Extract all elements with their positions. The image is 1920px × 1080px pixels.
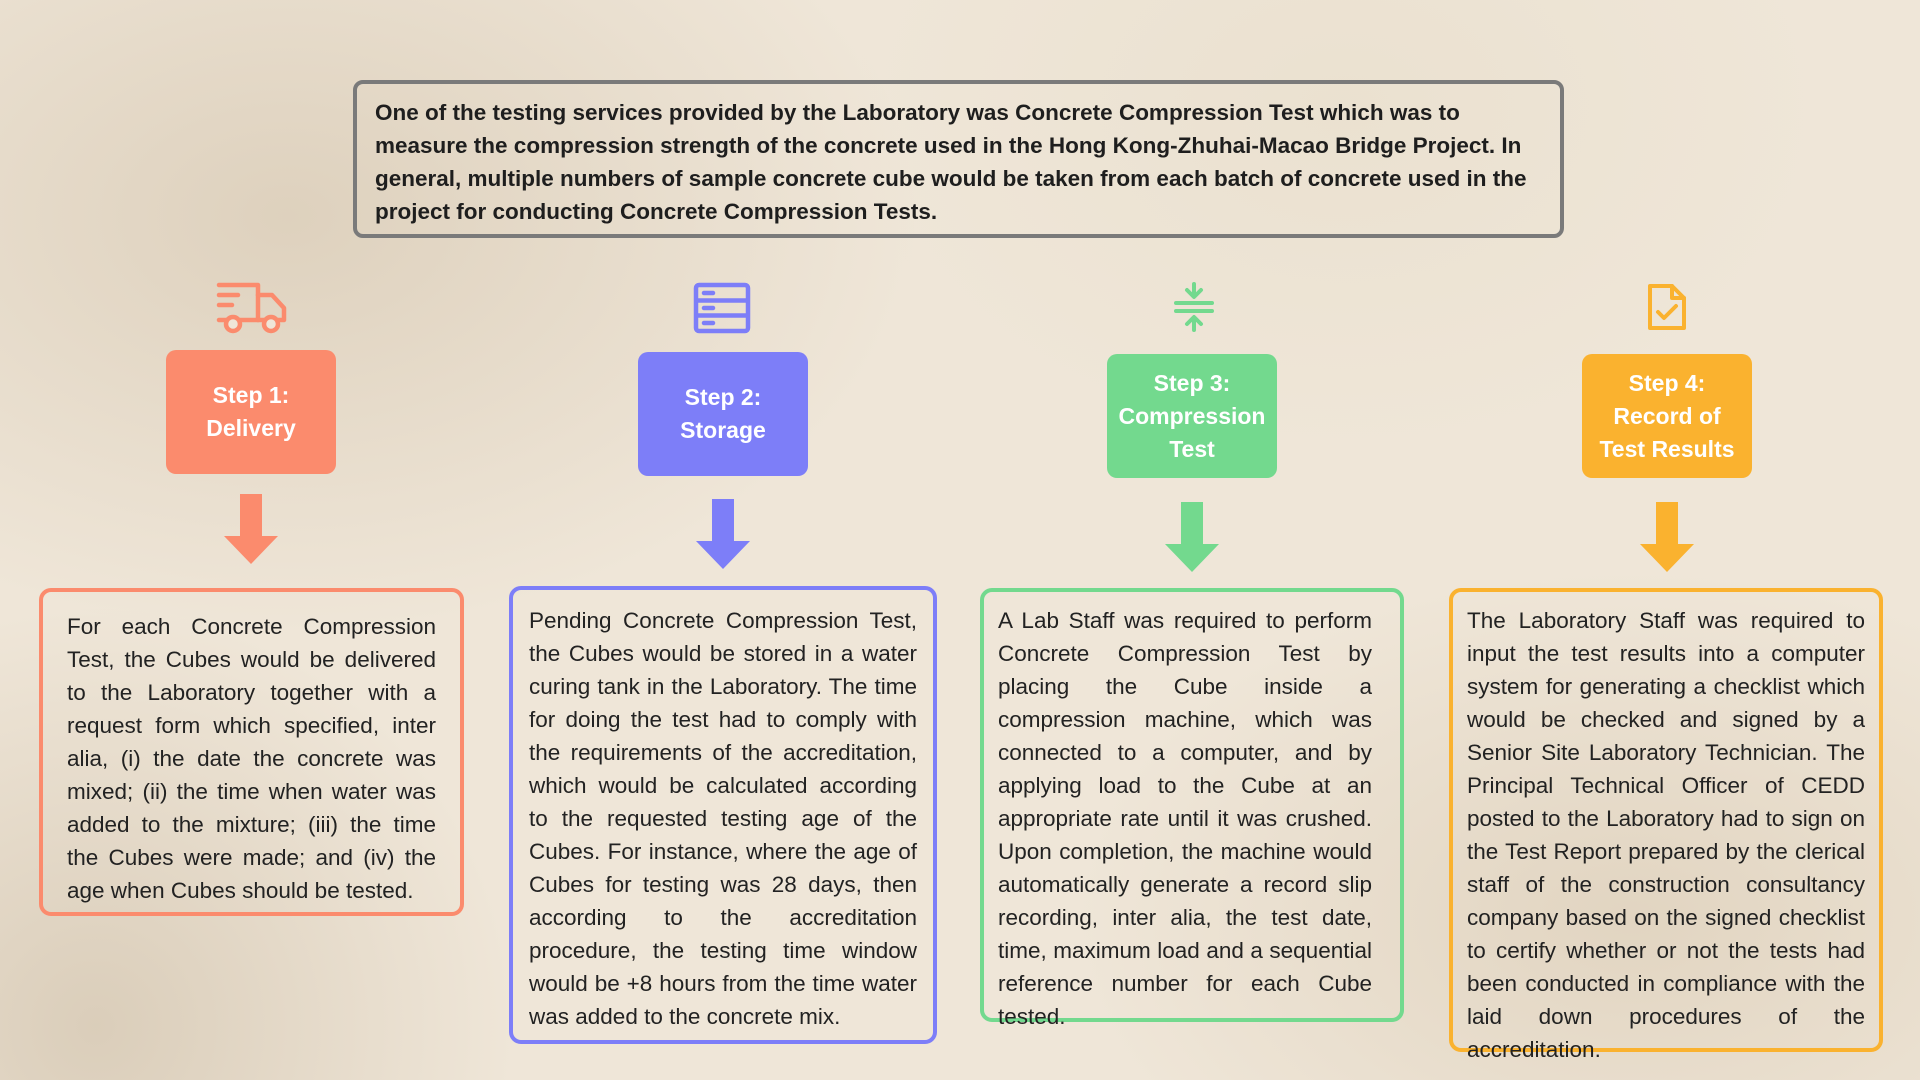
step-2-label-line2: Storage (680, 417, 766, 443)
storage-server-icon (693, 282, 751, 334)
step-2-label (638, 352, 808, 476)
step-4-down-arrow-icon (1638, 502, 1696, 574)
step-1-description-box (39, 588, 464, 916)
step-4-description-box (1449, 588, 1883, 1062)
step-4-description: The Laboratory Staff was required to input the test results into a computer system for generating a checklist which would be checked and signed by a Senior Site Laboratory Technician. The Principal Technical Officer of CEDD posted to the Laboratory had to sign on the Test Report prepared by the clerical staff of the construction consultancy company based on the signed checklist to certify whether or not the tests had been conducted in compliance with the laid down procedures of the accreditation. (1467, 608, 1865, 1062)
intro-text-box (353, 80, 1564, 238)
step-3-label-line1: Step 3: (1153, 369, 1231, 396)
step-3-label (1107, 354, 1277, 478)
step-3-description: A Lab Staff was required to perform Concrete Compression Test by placing the Cube inside a compression machine, which was connected to a computer, and by applying load to the Cube at an appropriate rate until it was crushed. Upon completion, the machine would automatically generate a record slip recording, inter alia, the test date, time, maximum load and a sequential reference number for each Cube tested. (998, 608, 1372, 1029)
step-1-label-line2: Delivery (206, 415, 296, 441)
step-1-down-arrow-icon (222, 494, 280, 566)
step-1-label (166, 350, 336, 474)
step-1-label-line1: Step 1: (212, 382, 290, 408)
intro-text: One of the testing services provided by the Laboratory was Concrete Compression Test which was to measure the compression strength of the concrete used in the Hong Kong-Zhuhai-Macao Bridge Project. In general, multiple numbers of sample concrete cube would be taken from each batch of concrete used in the project for conducting Concrete Compression Tests. (375, 100, 1527, 224)
step-3-description-box (980, 588, 1404, 1029)
step-3-label-line3: Test (1169, 435, 1215, 462)
document-check-icon (1646, 282, 1688, 332)
step-4-label (1582, 354, 1752, 478)
step-2-description-box (509, 586, 937, 1044)
step-4-label-line2: Record of (1613, 402, 1721, 429)
step-3-down-arrow-icon (1163, 502, 1221, 574)
step-2-down-arrow-icon (694, 499, 752, 571)
compress-arrows-icon (1174, 282, 1214, 332)
step-1-description: For each Concrete Compression Test, the Cubes would be delivered to the Laboratory together with a request form which specified, inter alia, (i) the date the concrete was mixed; (ii) the time when water was added to the mixture; (iii) the time the Cubes were made; and (iv) the age when Cubes should be tested. (67, 614, 436, 903)
step-3-label-line2: Compression (1118, 402, 1266, 429)
delivery-truck-icon (216, 278, 288, 336)
step-4-label-line3: Test Results (1599, 435, 1735, 462)
step-2-label-line1: Step 2: (684, 384, 762, 410)
step-4-label-line1: Step 4: (1628, 369, 1706, 396)
step-2-description: Pending Concrete Compression Test, the Cubes would be stored in a water curing tank in the Laboratory. The time for doing the test had to comply with the requirements of the accreditation, which would be calculated according to the requested testing age of the Cubes. For instance, where the age of Cubes for testing was 28 days, then according to the accreditation procedure, the testing time window would be +8 hours from the time water was added to the concrete mix. (529, 608, 917, 1029)
